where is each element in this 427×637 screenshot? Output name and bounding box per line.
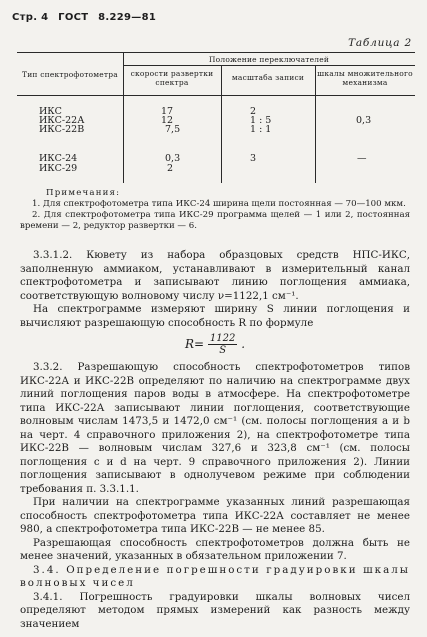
formula-lhs: R= [184,337,205,351]
row-speed: 12 [161,115,174,126]
paragraph: 3.3.2. Разрешающую способность спектрофотометров типов ИКС-22А и ИКС-22В определяют по наличию на спектрограмме двух линий поглощения паров воды в атмосфере. На спектрофотометре типа ИКС-22А записывают линии поглощения, соответствующие волновым числам 1473,5 и 1472,0 см⁻¹ (см. полосы поглощения a и b на черт. 4 справочного приложения 2), на спектрофотометре типа ИКС-22В — волновым числам 327,6 и 323,8 см⁻¹ (см. полосы поглощения c и d на черт. 9 справочного приложения 2). Линии поглощения записывают в однолучевом режиме при соблюдении требования п. 3.3.1.1. [20,361,410,495]
settings-table [17,52,415,183]
header-bottom-rule [17,95,415,96]
standard-label: ГОСТ [58,12,89,23]
formula-numerator: 1122 [209,333,236,344]
paragraph: 3.4.1. Погрешность градуировки шкалы волновых чисел определяют методом прямых измерений как разность между значением [20,590,410,630]
col-header-type: Тип спектрофотометра [22,70,118,79]
col-header-scale: масштаба записи [231,73,305,82]
paragraph: При наличии на спектрограмме указанных линий разрешающая способность спектрофотометра типа ИКС-22А составляет не менее 980, а спектрофотометра типа ИКС-22В — не менее 85. [20,496,410,535]
standard-number: 8.229—81 [98,12,157,23]
row-speed: 2 [167,163,174,174]
row-type: ИКС-22А [39,115,85,126]
col-divider-2 [221,65,222,183]
row-type: ИКС [39,106,62,117]
paragraph: 3.3.1.2. Кювету из набора образцовых средств НПС-ИКС, заполненную аммиаком, устанавливают в измерительный канал спектрофотометра и записывают линию поглощения аммиака, соответствующую волновому числу ν=1122,1 см⁻¹. [20,249,410,302]
row-scale: 1 : 1 [250,124,272,135]
table-caption: Таблица 2 [348,37,412,49]
row-scale: 2 [250,106,257,117]
row-type: ИКС-29 [39,163,78,174]
formula-denominator: S [219,345,227,356]
running-head [12,12,162,23]
table-top-rule [17,52,415,53]
group-header-rule [123,65,415,66]
resolution-formula [20,333,410,357]
col-divider-1 [123,52,124,183]
col-divider-3 [315,65,316,183]
paragraph: На спектрограмме измеряют ширину S линии поглощения и вычисляют разрешающую способность R по формуле [20,303,410,329]
paragraph: Разрешающая способность спектрофотометров должна быть не менее значений, указанных в обязательном приложении 7. [20,536,410,562]
section-heading: 3.4. Определение погрешности градуировки шкалы волновых чисел [20,563,410,589]
row-type: ИКС-24 [39,153,78,164]
row-speed: 17 [161,106,174,117]
row-multiplier: 0,3 [356,115,372,126]
notes-heading: Примечания: [46,188,121,198]
row-scale: 1 : 5 [250,115,272,126]
col-header-speed: скорости развертки спектра [130,69,214,87]
row-scale: 3 [250,153,257,164]
body-text [20,249,410,631]
row-speed: 0,3 [165,153,181,164]
row-speed: 7,5 [165,124,181,135]
formula-fraction [208,333,237,356]
col-header-multiplier: шкалы множительного механизма [317,69,413,87]
page-number: Стр. 4 [12,12,49,23]
formula-end: . [241,337,246,351]
note-item: 1. Для спектрофотометра типа ИКС-24 ширина щели постоянная — 70—100 мкм. [32,199,406,209]
group-header: Положение переключателей [208,55,330,64]
row-type: ИКС-22В [39,124,85,135]
table-notes [20,188,410,232]
row-multiplier: — [357,153,367,164]
note-item: 2. Для спектрофотометра типа ИКС-29 программа щелей — 1 или 2, постоянная времени — 2, редуктор развертки — 6. [20,210,410,231]
